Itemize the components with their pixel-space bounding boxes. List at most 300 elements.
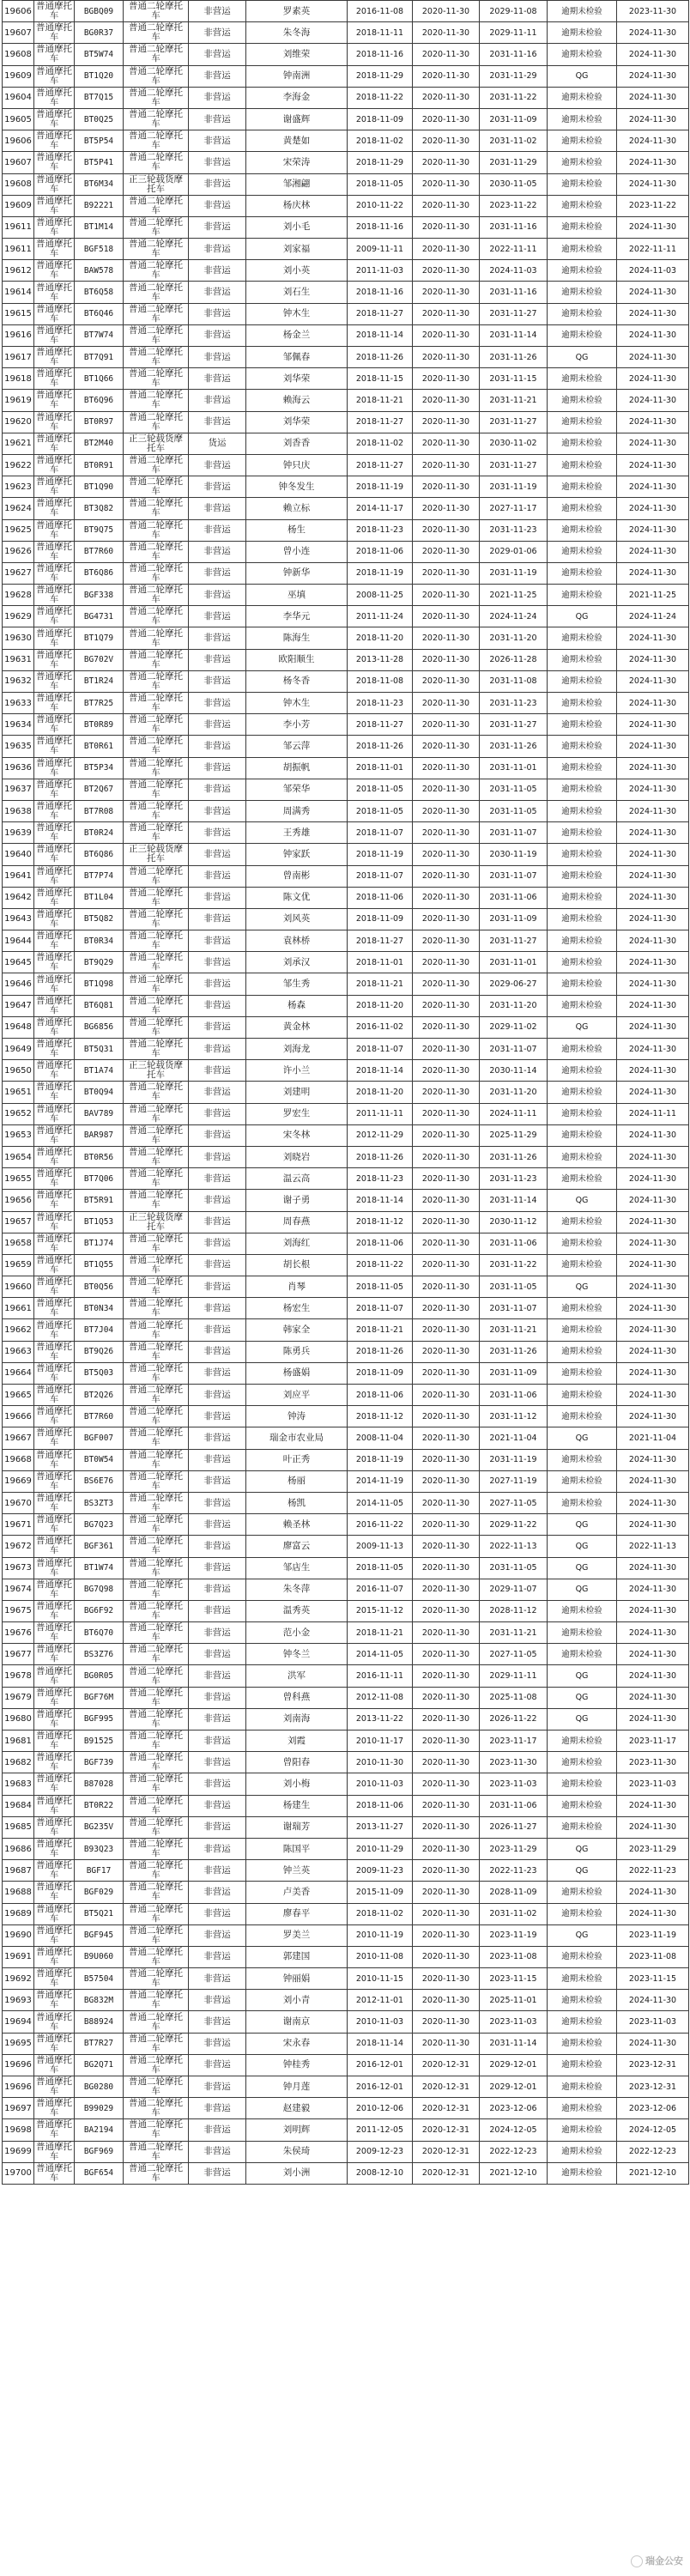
cell-overdue-date: 2024-11-30 [617, 865, 689, 887]
cell-plate: BT0R22 [75, 1795, 124, 1816]
cell-usage: 非营运 [189, 44, 246, 65]
cell-inspect-expire: 2020-11-30 [413, 1039, 480, 1060]
cell-inspect-expire: 2020-11-30 [413, 1385, 480, 1406]
cell-overdue-date: 2024-11-30 [617, 324, 689, 346]
cell-usage: 非营运 [189, 865, 246, 887]
cell-scrap-date: 2031-11-02 [480, 1903, 548, 1924]
cell-register-date: 2008-11-25 [348, 585, 413, 606]
table-row [3, 282, 689, 303]
cell-owner: 邹荣华 [246, 779, 348, 800]
cell-owner: 刘小英 [246, 260, 348, 282]
cell-vehicle-type: 普通摩托车 [34, 693, 75, 714]
cell-usage: 非营运 [189, 1536, 246, 1557]
cell-brand-model: 普通二轮摩托车 [124, 1039, 189, 1060]
cell-index: 19669 [3, 1470, 34, 1492]
cell-overdue-date: 2024-11-30 [617, 1124, 689, 1146]
cell-inspect-expire: 2020-11-30 [413, 973, 480, 995]
table-row [3, 324, 689, 346]
cell-overdue-date: 2024-11-30 [617, 1600, 689, 1621]
cell-register-date: 2014-11-19 [348, 1470, 413, 1492]
cell-brand-model: 普通二轮摩托车 [124, 2011, 189, 2033]
cell-scrap-date: 2022-11-11 [480, 239, 548, 260]
cell-register-date: 2010-11-15 [348, 1968, 413, 1990]
cell-register-date: 2018-11-27 [348, 303, 413, 324]
cell-status: 逾期未检验 [548, 152, 617, 173]
cell-register-date: 2018-11-07 [348, 822, 413, 844]
cell-overdue-date: 2024-11-30 [617, 1190, 689, 1211]
cell-plate: BGF654 [75, 2162, 124, 2184]
table-row [3, 173, 689, 195]
cell-register-date: 2018-11-16 [348, 216, 413, 238]
cell-scrap-date: 2029-12-01 [480, 2076, 548, 2098]
cell-inspect-expire: 2020-11-30 [413, 736, 480, 757]
cell-scrap-date: 2031-11-27 [480, 303, 548, 324]
cell-index: 19605 [3, 108, 34, 130]
cell-brand-model: 普通二轮摩托车 [124, 1298, 189, 1319]
cell-owner: 胡振帆 [246, 757, 348, 779]
cell-status: 逾期未检验 [548, 44, 617, 65]
cell-index: 19665 [3, 1385, 34, 1406]
cell-index: 19642 [3, 887, 34, 908]
cell-register-date: 2018-11-20 [348, 995, 413, 1016]
cell-register-date: 2018-11-29 [348, 65, 413, 87]
cell-brand-model: 普通二轮摩托车 [124, 1557, 189, 1579]
cell-overdue-date: 2023-12-31 [617, 2076, 689, 2098]
cell-plate: BT0W54 [75, 1449, 124, 1470]
cell-index: 19641 [3, 865, 34, 887]
cell-scrap-date: 2024-12-05 [480, 2119, 548, 2141]
cell-index: 19694 [3, 2011, 34, 2033]
cell-vehicle-type: 普通摩托车 [34, 736, 75, 757]
cell-owner: 谢盛辉 [246, 108, 348, 130]
cell-register-date: 2016-11-22 [348, 1514, 413, 1536]
table-row [3, 1644, 689, 1665]
cell-index: 19619 [3, 390, 34, 411]
cell-vehicle-type: 普通摩托车 [34, 1990, 75, 2011]
cell-register-date: 2016-11-07 [348, 1579, 413, 1600]
cell-plate: BS6E76 [75, 1470, 124, 1492]
cell-inspect-expire: 2020-11-30 [413, 995, 480, 1016]
cell-inspect-expire: 2020-11-30 [413, 368, 480, 390]
cell-plate: BT0R97 [75, 411, 124, 433]
cell-vehicle-type: 普通摩托车 [34, 714, 75, 736]
table-row [3, 649, 689, 670]
cell-vehicle-type: 普通摩托车 [34, 1968, 75, 1990]
cell-vehicle-type: 普通摩托车 [34, 1838, 75, 1859]
cell-status: 逾期未检验 [548, 1362, 617, 1384]
cell-usage: 非营运 [189, 1492, 246, 1513]
table-row [3, 1752, 689, 1773]
table-row [3, 411, 689, 433]
cell-owner: 巫填 [246, 585, 348, 606]
cell-overdue-date: 2024-11-30 [617, 800, 689, 821]
cell-brand-model: 普通二轮摩托车 [124, 562, 189, 584]
cell-vehicle-type: 普通摩托车 [34, 1146, 75, 1167]
cell-brand-model: 普通二轮摩托车 [124, 1968, 189, 1990]
table-row [3, 800, 689, 821]
cell-plate: BT0Q56 [75, 1276, 124, 1298]
cell-register-date: 2010-11-19 [348, 1924, 413, 1946]
cell-index: 19608 [3, 173, 34, 195]
cell-register-date: 2016-11-11 [348, 1665, 413, 1687]
cell-owner: 刘海红 [246, 1233, 348, 1254]
table-row [3, 693, 689, 714]
cell-vehicle-type: 普通摩托车 [34, 282, 75, 303]
cell-overdue-date: 2024-11-30 [617, 736, 689, 757]
cell-usage: 非营运 [189, 541, 246, 562]
cell-scrap-date: 2027-11-05 [480, 1492, 548, 1513]
cell-plate: BT6Q70 [75, 1622, 124, 1644]
cell-plate: BGF76M [75, 1687, 124, 1708]
cell-usage: 非营运 [189, 454, 246, 476]
cell-inspect-expire: 2020-11-30 [413, 541, 480, 562]
cell-plate: BT7R60 [75, 1406, 124, 1427]
table-row [3, 736, 689, 757]
cell-overdue-date: 2024-11-30 [617, 433, 689, 454]
cell-overdue-date: 2024-11-30 [617, 1233, 689, 1254]
cell-scrap-date: 2031-11-27 [480, 714, 548, 736]
cell-register-date: 2018-11-06 [348, 887, 413, 908]
cell-status: 逾期未检验 [548, 800, 617, 821]
cell-scrap-date: 2031-11-29 [480, 65, 548, 87]
cell-index: 19647 [3, 995, 34, 1016]
cell-usage: 非营运 [189, 1795, 246, 1816]
cell-vehicle-type: 普通摩托车 [34, 973, 75, 995]
cell-usage: 非营运 [189, 779, 246, 800]
cell-owner: 李小芳 [246, 714, 348, 736]
cell-inspect-expire: 2020-11-30 [413, 1687, 480, 1708]
cell-vehicle-type: 普通摩托车 [34, 498, 75, 519]
cell-register-date: 2013-11-28 [348, 649, 413, 670]
cell-usage: 非营运 [189, 627, 246, 649]
cell-status: 逾期未检验 [548, 2119, 617, 2141]
cell-usage: 非营运 [189, 800, 246, 821]
cell-plate: BT1J74 [75, 1233, 124, 1254]
cell-index: 19673 [3, 1557, 34, 1579]
cell-brand-model: 普通二轮摩托车 [124, 2141, 189, 2162]
cell-status: QG [548, 65, 617, 87]
cell-overdue-date: 2024-11-30 [617, 454, 689, 476]
cell-vehicle-type: 普通摩托车 [34, 390, 75, 411]
cell-vehicle-type: 普通摩托车 [34, 1341, 75, 1362]
cell-vehicle-type: 普通摩托车 [34, 908, 75, 930]
cell-vehicle-type: 普通摩托车 [34, 1730, 75, 1752]
cell-index: 19646 [3, 973, 34, 995]
table-row [3, 930, 689, 952]
cell-brand-model: 普通二轮摩托车 [124, 519, 189, 541]
cell-overdue-date: 2024-11-30 [617, 952, 689, 973]
watermark [631, 2554, 683, 2567]
cell-register-date: 2009-11-13 [348, 1536, 413, 1557]
cell-scrap-date: 2028-11-12 [480, 1600, 548, 1621]
table-row [3, 1579, 689, 1600]
cell-inspect-expire: 2020-11-30 [413, 1536, 480, 1557]
cell-inspect-expire: 2020-11-30 [413, 606, 480, 627]
table-row [3, 1190, 689, 1211]
cell-scrap-date: 2030-11-12 [480, 1211, 548, 1233]
table-row [3, 1319, 689, 1341]
table-row [3, 1882, 689, 1903]
table-body [3, 1, 689, 2185]
cell-vehicle-type: 普通摩托车 [34, 1665, 75, 1687]
cell-plate: BT0R24 [75, 822, 124, 844]
cell-owner: 杨凯 [246, 1492, 348, 1513]
table-row [3, 714, 689, 736]
cell-index: 19698 [3, 2119, 34, 2141]
cell-index: 19636 [3, 757, 34, 779]
cell-usage: 非营运 [189, 65, 246, 87]
cell-vehicle-type: 普通摩托车 [34, 1211, 75, 1233]
cell-overdue-date: 2023-11-29 [617, 1838, 689, 1859]
cell-owner: 袁林桥 [246, 930, 348, 952]
cell-brand-model: 普通二轮摩托车 [124, 130, 189, 152]
cell-scrap-date: 2031-11-23 [480, 693, 548, 714]
cell-scrap-date: 2025-11-01 [480, 1990, 548, 2011]
cell-vehicle-type: 普通摩托车 [34, 2119, 75, 2141]
cell-status: QG [548, 1427, 617, 1449]
cell-brand-model: 普通二轮摩托车 [124, 1730, 189, 1752]
watermark-logo-icon [631, 2555, 643, 2567]
cell-inspect-expire: 2020-11-30 [413, 324, 480, 346]
cell-overdue-date: 2024-11-30 [617, 1622, 689, 1644]
cell-inspect-expire: 2020-11-30 [413, 2033, 480, 2054]
cell-overdue-date: 2024-11-30 [617, 519, 689, 541]
cell-owner: 刘小梅 [246, 1773, 348, 1795]
cell-usage: 非营运 [189, 152, 246, 173]
cell-plate: BS3Z76 [75, 1644, 124, 1665]
cell-plate: BGF007 [75, 1427, 124, 1449]
cell-usage: 非营运 [189, 1860, 246, 1882]
table-row [3, 476, 689, 498]
cell-status: 逾期未检验 [548, 1233, 617, 1254]
cell-owner: 钟冬发生 [246, 476, 348, 498]
cell-status: QG [548, 1838, 617, 1859]
cell-plate: BT7Q91 [75, 347, 124, 368]
table-row [3, 1730, 689, 1752]
cell-inspect-expire: 2020-11-30 [413, 887, 480, 908]
cell-status: 逾期未检验 [548, 1082, 617, 1103]
cell-brand-model: 普通二轮摩托车 [124, 822, 189, 844]
cell-owner: 廖富云 [246, 1536, 348, 1557]
table-row [3, 130, 689, 152]
cell-plate: BT6Q86 [75, 844, 124, 865]
cell-plate: BT0Q94 [75, 1082, 124, 1103]
cell-inspect-expire: 2020-11-30 [413, 130, 480, 152]
cell-vehicle-type: 普通摩托车 [34, 324, 75, 346]
cell-plate: BT6Q81 [75, 995, 124, 1016]
cell-register-date: 2018-11-05 [348, 1276, 413, 1298]
cell-scrap-date: 2031-11-26 [480, 1341, 548, 1362]
cell-overdue-date: 2024-11-30 [617, 347, 689, 368]
cell-usage: 非营运 [189, 562, 246, 584]
cell-register-date: 2018-11-09 [348, 108, 413, 130]
cell-usage: 非营运 [189, 1903, 246, 1924]
cell-usage: 非营运 [189, 22, 246, 44]
cell-owner: 钟木生 [246, 693, 348, 714]
cell-owner: 刘小毛 [246, 216, 348, 238]
cell-register-date: 2018-11-06 [348, 1233, 413, 1254]
cell-status: 逾期未检验 [548, 952, 617, 973]
cell-usage: 非营运 [189, 1946, 246, 1967]
cell-index: 19672 [3, 1536, 34, 1557]
cell-overdue-date: 2023-11-08 [617, 1946, 689, 1967]
cell-register-date: 2016-12-01 [348, 2076, 413, 2098]
cell-vehicle-type: 普通摩托车 [34, 1536, 75, 1557]
cell-usage: 非营运 [189, 347, 246, 368]
cell-inspect-expire: 2020-12-31 [413, 2162, 480, 2184]
cell-overdue-date: 2024-11-30 [617, 1082, 689, 1103]
cell-index: 19651 [3, 1082, 34, 1103]
cell-index: 19692 [3, 1968, 34, 1990]
cell-status: 逾期未检验 [548, 1449, 617, 1470]
cell-vehicle-type: 普通摩托车 [34, 22, 75, 44]
cell-register-date: 2018-11-14 [348, 1060, 413, 1082]
cell-status: 逾期未检验 [548, 1039, 617, 1060]
cell-overdue-date: 2024-11-30 [617, 1406, 689, 1427]
cell-brand-model: 普通二轮摩托车 [124, 1016, 189, 1038]
cell-brand-model: 普通二轮摩托车 [124, 195, 189, 216]
cell-inspect-expire: 2020-11-30 [413, 1816, 480, 1838]
cell-status: 逾期未检验 [548, 822, 617, 844]
cell-owner: 刘小洲 [246, 2162, 348, 2184]
cell-inspect-expire: 2020-11-30 [413, 627, 480, 649]
table-row [3, 2119, 689, 2141]
cell-overdue-date: 2024-11-30 [617, 1060, 689, 1082]
cell-plate: BG832M [75, 1990, 124, 2011]
cell-vehicle-type: 普通摩托车 [34, 541, 75, 562]
cell-overdue-date: 2024-11-30 [617, 1708, 689, 1730]
cell-vehicle-type: 普通摩托车 [34, 1773, 75, 1795]
cell-brand-model: 普通二轮摩托车 [124, 1600, 189, 1621]
cell-register-date: 2009-11-11 [348, 239, 413, 260]
cell-inspect-expire: 2020-11-30 [413, 1082, 480, 1103]
cell-register-date: 2018-11-20 [348, 627, 413, 649]
cell-usage: 非营运 [189, 757, 246, 779]
cell-owner: 陈文优 [246, 887, 348, 908]
cell-scrap-date: 2030-11-14 [480, 1060, 548, 1082]
cell-owner: 钟只庆 [246, 454, 348, 476]
cell-inspect-expire: 2020-11-30 [413, 1190, 480, 1211]
cell-brand-model: 普通二轮摩托车 [124, 1124, 189, 1146]
table-row [3, 390, 689, 411]
cell-scrap-date: 2031-11-06 [480, 1385, 548, 1406]
cell-register-date: 2018-11-19 [348, 476, 413, 498]
cell-inspect-expire: 2020-11-30 [413, 1708, 480, 1730]
cell-overdue-date: 2024-11-30 [617, 1903, 689, 1924]
cell-status: QG [548, 1557, 617, 1579]
cell-brand-model: 普通二轮摩托车 [124, 324, 189, 346]
table-row [3, 1924, 689, 1946]
cell-owner: 陈国平 [246, 1838, 348, 1859]
cell-plate: BT0R89 [75, 714, 124, 736]
cell-index: 19604 [3, 87, 34, 108]
table-row [3, 1470, 689, 1492]
cell-vehicle-type: 普通摩托车 [34, 822, 75, 844]
cell-status: 逾期未检验 [548, 1341, 617, 1362]
cell-owner: 温云高 [246, 1168, 348, 1190]
cell-overdue-date: 2022-11-11 [617, 239, 689, 260]
cell-plate: BT0N34 [75, 1298, 124, 1319]
cell-plate: BT7R08 [75, 800, 124, 821]
cell-scrap-date: 2031-11-07 [480, 865, 548, 887]
cell-overdue-date: 2024-11-30 [617, 303, 689, 324]
table-row [3, 1060, 689, 1082]
cell-overdue-date: 2024-11-30 [617, 757, 689, 779]
cell-plate: BT9Q26 [75, 1341, 124, 1362]
cell-scrap-date: 2025-11-29 [480, 1124, 548, 1146]
cell-plate: BT1L04 [75, 887, 124, 908]
cell-brand-model: 普通二轮摩托车 [124, 1082, 189, 1103]
cell-brand-model: 普通二轮摩托车 [124, 1385, 189, 1406]
cell-register-date: 2016-11-08 [348, 1, 413, 22]
cell-brand-model: 普通二轮摩托车 [124, 239, 189, 260]
cell-overdue-date: 2024-11-30 [617, 930, 689, 952]
cell-vehicle-type: 普通摩托车 [34, 130, 75, 152]
cell-overdue-date: 2023-12-06 [617, 2098, 689, 2119]
cell-usage: 非营运 [189, 1190, 246, 1211]
cell-status: 逾期未检验 [548, 714, 617, 736]
cell-status: 逾期未检验 [548, 1600, 617, 1621]
cell-brand-model: 普通二轮摩托车 [124, 1470, 189, 1492]
cell-index: 19686 [3, 1838, 34, 1859]
cell-brand-model: 普通二轮摩托车 [124, 541, 189, 562]
cell-register-date: 2018-11-27 [348, 714, 413, 736]
cell-overdue-date: 2024-11-30 [617, 1579, 689, 1600]
table-row [3, 1773, 689, 1795]
table-row [3, 2033, 689, 2054]
cell-vehicle-type: 普通摩托车 [34, 1708, 75, 1730]
cell-status: 逾期未检验 [548, 476, 617, 498]
cell-status: 逾期未检验 [548, 87, 617, 108]
cell-status: 逾期未检验 [548, 324, 617, 346]
cell-vehicle-type: 普通摩托车 [34, 1470, 75, 1492]
cell-vehicle-type: 普通摩托车 [34, 670, 75, 692]
cell-inspect-expire: 2020-11-30 [413, 390, 480, 411]
cell-index: 19652 [3, 1103, 34, 1124]
cell-inspect-expire: 2020-11-30 [413, 1341, 480, 1362]
cell-scrap-date: 2031-11-20 [480, 627, 548, 649]
cell-brand-model: 普通二轮摩托车 [124, 1427, 189, 1449]
cell-index: 19697 [3, 2098, 34, 2119]
cell-usage: 非营运 [189, 952, 246, 973]
cell-plate: BT9Q29 [75, 952, 124, 973]
cell-index: 19621 [3, 433, 34, 454]
cell-plate: BAV789 [75, 1103, 124, 1124]
cell-register-date: 2018-11-11 [348, 22, 413, 44]
cell-brand-model: 正三轮载货摩托车 [124, 844, 189, 865]
cell-index: 19608 [3, 44, 34, 65]
cell-scrap-date: 2029-06-27 [480, 973, 548, 995]
cell-index: 19684 [3, 1795, 34, 1816]
cell-owner: 洪军 [246, 1665, 348, 1687]
table-row [3, 865, 689, 887]
cell-overdue-date: 2024-11-30 [617, 1795, 689, 1816]
cell-owner: 赵建毅 [246, 2098, 348, 2119]
cell-inspect-expire: 2020-11-30 [413, 2011, 480, 2033]
cell-plate: BG2Q71 [75, 2054, 124, 2076]
cell-usage: 非营运 [189, 1016, 246, 1038]
cell-register-date: 2018-11-09 [348, 908, 413, 930]
cell-inspect-expire: 2020-11-30 [413, 1946, 480, 1967]
cell-overdue-date: 2022-11-13 [617, 1536, 689, 1557]
cell-inspect-expire: 2020-11-30 [413, 1449, 480, 1470]
cell-inspect-expire: 2020-11-30 [413, 1470, 480, 1492]
cell-scrap-date: 2031-11-26 [480, 736, 548, 757]
cell-overdue-date: 2024-11-30 [617, 562, 689, 584]
cell-overdue-date: 2024-11-30 [617, 1514, 689, 1536]
table-row [3, 1211, 689, 1233]
cell-vehicle-type: 普通摩托车 [34, 1060, 75, 1082]
